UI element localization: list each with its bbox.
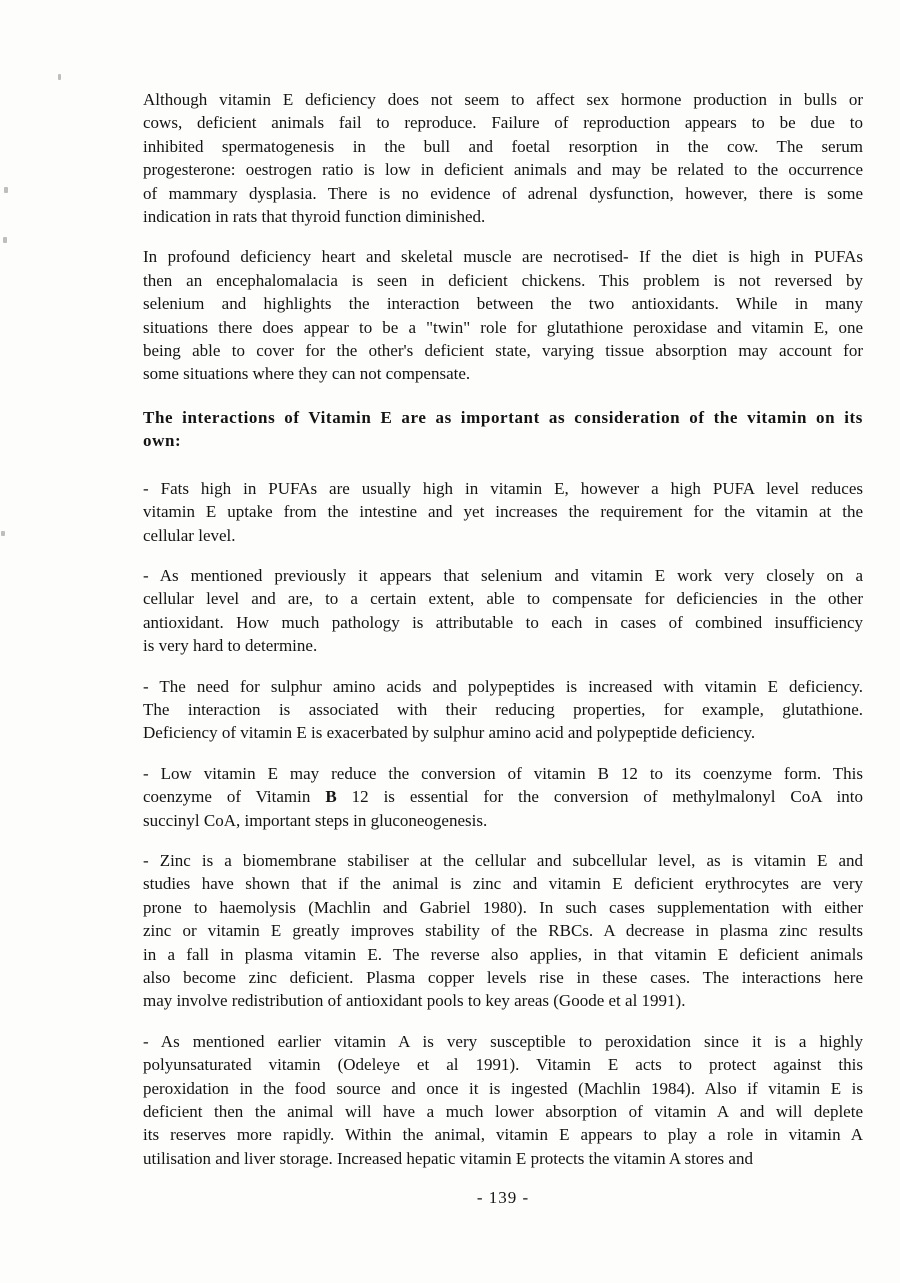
text-line: zinc or vitamin E greatly improves stability of the RBCs. A decrease in plasma zinc results xyxy=(143,921,863,941)
text-line: - As mentioned previously it appears that selenium and vitamin E work very closely on a xyxy=(143,565,863,585)
paragraph xyxy=(143,564,863,658)
text-line: deficient then the animal will have a much lower absorption of vitamin A and will deplete xyxy=(143,1102,863,1122)
section-heading xyxy=(143,406,863,453)
paragraph xyxy=(143,245,863,385)
text-line: polyunsaturated vitamin (Odeleye et al 1991). Vitamin E acts to protect against this xyxy=(143,1055,863,1075)
text-line: prone to haemolysis (Machlin and Gabriel 1980). In such cases supplementation with either xyxy=(143,897,863,917)
text-line: inhibited spermatogenesis in the bull and foetal resorption in the cow. The serum xyxy=(143,136,863,156)
text-line: of mammary dysplasia. There is no evidence of adrenal dysfunction, however, there is some xyxy=(143,183,863,203)
text-line: Although vitamin E deficiency does not seem to affect sex hormone production in bulls or xyxy=(143,90,863,109)
text-line: - Zinc is a biomembrane stabiliser at the cellular and subcellular level, as is vitamin E and xyxy=(143,850,863,870)
text-line: then an encephalomalacia is seen in deficient chickens. This problem is not reversed by xyxy=(143,270,863,290)
paragraph xyxy=(143,762,863,832)
text-line: cellular level. xyxy=(143,525,236,545)
text-line: some situations where they can not compensate. xyxy=(143,364,471,384)
text-line: antioxidant. How much pathology is attributable to each in cases of combined insufficiency xyxy=(143,612,863,632)
text-line: its reserves more rapidly. Within the animal, vitamin E appears to play a role in vitamin A xyxy=(143,1125,863,1145)
text-line: vitamin E uptake from the intestine and yet increases the requirement for the vitamin at the xyxy=(143,502,863,522)
paragraph xyxy=(143,1030,863,1170)
paragraph xyxy=(143,88,863,228)
scan-artifact xyxy=(1,531,5,536)
text-line: situations there does appear to be a "twin" role for glutathione peroxidase and vitamin E, one xyxy=(143,317,863,337)
text-line: - As mentioned earlier vitamin A is very susceptible to peroxidation since it is a highly xyxy=(143,1031,863,1051)
scan-artifact xyxy=(4,187,8,193)
text-line: coenzyme of Vitamin B 12 is essential for the conversion of methylmalonyl CoA into xyxy=(143,787,863,807)
paragraph xyxy=(143,675,863,745)
text-line: being able to cover for the other's deficient state, varying tissue absorption may account for xyxy=(143,341,863,361)
text-line: in a fall in plasma vitamin E. The reverse also applies, in that vitamin E deficient animals xyxy=(143,944,863,964)
bold-text: B xyxy=(325,787,337,807)
text-line: The interactions of Vitamin E are as important as consideration of the vitamin on its xyxy=(143,407,863,427)
paragraph xyxy=(143,849,863,1013)
text-line: is very hard to determine. xyxy=(143,636,318,656)
text-line: own: xyxy=(143,431,182,451)
text-line: - The need for sulphur amino acids and polypeptides is increased with vitamin E deficiency. xyxy=(143,676,863,696)
scan-artifact xyxy=(3,237,7,243)
text-line: indication in rats that thyroid function diminished. xyxy=(143,207,486,227)
document-body xyxy=(143,88,863,1187)
text-line: selenium and highlights the interaction between the two antioxidants. While in many xyxy=(143,294,863,314)
scan-artifact xyxy=(58,74,61,80)
text-line: also become zinc deficient. Plasma copper levels rise in these cases. The interactions here xyxy=(143,968,863,987)
text-line: progesterone: oestrogen ratio is low in deficient animals and may be related to the occurrence xyxy=(143,160,863,180)
paragraph xyxy=(143,477,863,547)
text-line: peroxidation in the food source and once it is ingested (Machlin 1984). Also if vitamin E is xyxy=(143,1078,863,1098)
text-line: may involve redistribution of antioxidant pools to key areas (Goode et al 1991). xyxy=(143,991,686,1011)
text-line: cellular level and are, to a certain extent, able to compensate for deficiencies in the other xyxy=(143,589,863,609)
text-line: utilisation and liver storage. Increased hepatic vitamin E protects the vitamin A stores and xyxy=(143,1148,753,1168)
text-line: - Low vitamin E may reduce the conversion of vitamin B 12 to its coenzyme form. This xyxy=(143,763,863,783)
text-line: succinyl CoA, important steps in gluconeogenesis. xyxy=(143,810,488,830)
page-number: - 139 - xyxy=(476,1188,530,1207)
text-line: In profound deficiency heart and skeletal muscle are necrotised- If the diet is high in PUFAs xyxy=(143,247,863,267)
text-line: cows, deficient animals fail to reproduce. Failure of reproduction appears to be due to xyxy=(143,113,863,133)
text-line: studies have shown that if the animal is zinc and vitamin E deficient erythrocytes are very xyxy=(143,874,863,894)
text-line: - Fats high in PUFAs are usually high in vitamin E, however a high PUFA level reduces xyxy=(143,478,863,498)
text-line: Deficiency of vitamin E is exacerbated by sulphur amino acid and polypeptide deficiency. xyxy=(143,723,756,743)
text-line: The interaction is associated with their reducing properties, for example, glutathione. xyxy=(143,699,863,719)
